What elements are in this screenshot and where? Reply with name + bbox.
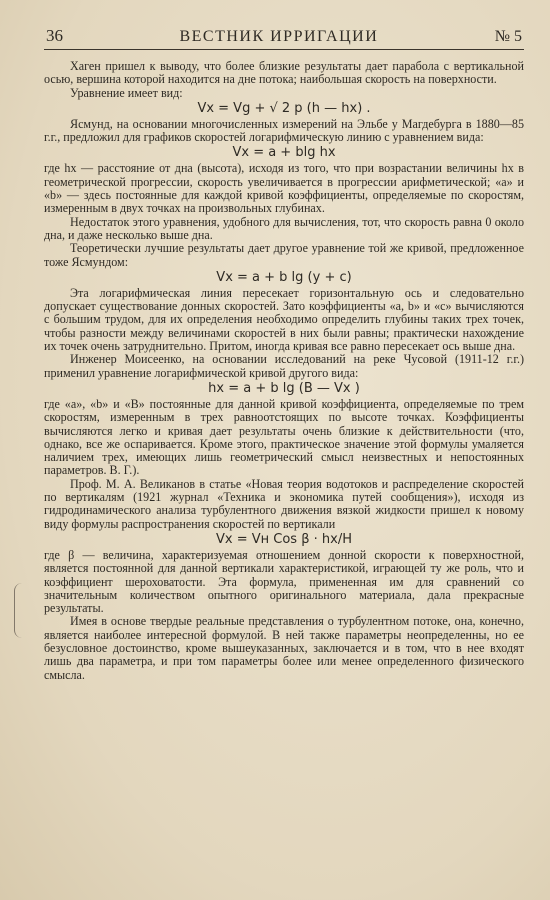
issue-number: № 5 <box>494 28 522 45</box>
paragraph-theoretical: Теоретически лучшие результаты дает другое уравнение той же кривой, предложенное тоже Ясмундом: <box>44 241 524 269</box>
paragraph-jasmund: Ясмунд, на основании многочисленных измерений на Эльбе у Магдебурга в 1880—85 г.г., предложил для графиков скоростей логарифмическую линию с уравнением вида: <box>44 116 524 145</box>
paragraph-velikanov: Проф. М. А. Великанов в статье «Новая теория водотоков и распределение скоростей по вертикалям (1921 журнал «Техника и экономика путей сообщения»), исходя из гидродинамического анализа турбулентного движения вязкой жидкости пришел к новому виду формулы распространения скоростей по вертикали <box>44 476 524 531</box>
article-body <box>44 60 524 682</box>
page-header <box>44 26 524 50</box>
formula-hagen: Vx = Vg + √ 2 p (h — hx) . <box>197 100 371 116</box>
paragraph-conclusion: Имея в основе твердые реальные представления о турбулентном потоке, она, конечно, является наиболее интересной формулой. В ней также параметры неопределенны, но ее безусловное достоинство, кроме вышеуказанных, заключается и в том, что в нее входят лишь два параметра, и при том параметры более или менее определенного физического смысла. <box>44 614 524 682</box>
paragraph-hagen: Хаген пришел к выводу, что более близкие результаты дает парабола с вертикальной осью, вершина которой находится на дне потока; наибольшая скорость на поверхности. <box>44 59 524 87</box>
paragraph-equation-intro: Уравнение имеет вид: <box>70 85 183 100</box>
margin-pencil-mark <box>14 583 29 638</box>
paragraph-where-hx: где hx — расстояние от дна (высота), исходя из того, что при возрастании величины hx в геометрической прогрессии, скорость увеличивается в прогрессии арифметической; «a» и «b» — здесь постоянные для каждой кривой коэффициенты, определяемые по скоростям, измеренным в двух точках на произвольных глубинах. <box>44 161 524 216</box>
formula-moiseenko: hx = a + b lg (B — Vx ) <box>208 380 360 396</box>
paragraph-drawback: Недостаток этого уравнения, удобного для вычисления, тот, что скорость равна 0 около дна, и даже несколько выше дна. <box>44 214 524 242</box>
paragraph-log-line: Эта логарифмическая линия пересекает горизонтальную ось и следовательно допускает существование донных скоростей. Зато коэффициенты «a, b» и «c» вычисляются с большим трудом, для их определения необходимо определить глубины таких трех точек, чтобы разности между величинами скоростей в них были равны; практически нахождение их точек очень затруднительно. Притом, иногда кривая все равно пересекает ось выше дна. <box>44 285 524 354</box>
page-number: 36 <box>46 26 63 45</box>
paragraph-coefficients: где «a», «b» и «B» постоянные для данной кривой коэффициента, определяемые по трем скоростям, измеренным в трех равноотстоящих по высоте точках. Коэффициенты вычисляются легко и кривая дает результаты очень близкие к действительности (что, однако, все же оспаривается. Кроме этого, практическое значение этой формулы умаляется наличием трех, имеющих лишь геометрический смысл неизвестных и непостоянных параметров. В. Г.). <box>44 396 524 478</box>
journal-title: ВЕСТНИК ИРРИГАЦИИ <box>179 28 379 45</box>
paragraph-beta: где β — величина, характеризуемая отношением донной скорости к поверхностной, является постоянной для данной вертикали характеристикой, играющей ту же роль, что и коэффициент шероховатости. Эта формула, примененная им для сравнений со значительным количеством опытного оригинального материала, дала прекрасные результаты. <box>44 547 524 616</box>
formula-jasmund-1: Vx = a + blg hx <box>232 145 336 161</box>
formula-velikanov: Vx = Vн Cos β · hx/H <box>216 531 352 547</box>
paragraph-moiseenko: Инженер Моисеенко, на основании исследований на реке Чусовой (1911-12 г.г.) применил уравнение логарифмической кривой другого вида: <box>44 352 524 380</box>
formula-jasmund-2: Vx = a + b lg (y + c) <box>216 269 352 285</box>
